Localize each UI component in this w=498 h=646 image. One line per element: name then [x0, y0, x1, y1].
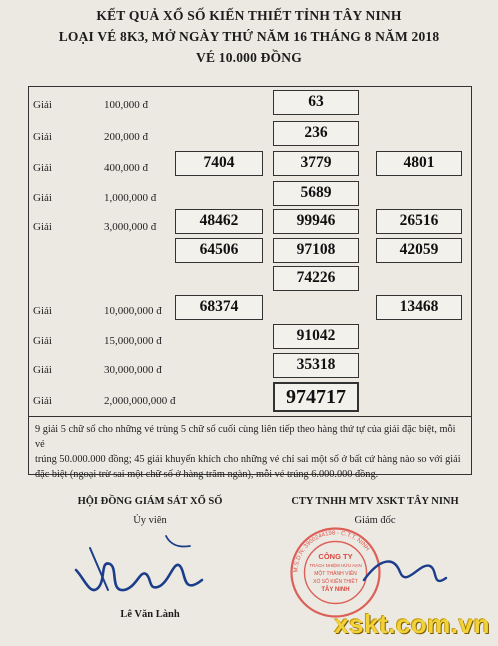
- prize-note: [28, 417, 472, 480]
- prize-amount: 100,000 đ: [104, 99, 148, 111]
- winning-number: 74226: [273, 266, 359, 291]
- winning-number: 91042: [273, 324, 359, 349]
- note-line-1: 9 giải 5 chữ số cho những vé trùng 5 chữ số cuối cùng liên tiếp theo hàng thứ tự của giải đặc biệt, mỗi vé: [35, 424, 456, 450]
- winning-number: 5689: [273, 181, 359, 206]
- prize-amount: 200,000 đ: [104, 131, 148, 143]
- prize-label: Giải: [33, 162, 52, 174]
- seal-line: TÂY NINH: [321, 587, 350, 593]
- note-line-2: trúng 50.000.000 đồng; 45 giải khuyến khích cho những vé chỉ sai một số ở bất cứ hàng nào so với giải: [35, 454, 461, 465]
- winning-number: 13468: [376, 295, 462, 320]
- winning-number: 68374: [175, 295, 263, 320]
- winning-number: 4801: [376, 151, 462, 176]
- winning-number: 63: [273, 90, 359, 115]
- prize-label: Giải: [33, 364, 52, 376]
- left-handwritten-signature: [70, 530, 210, 610]
- prize-label: Giải: [33, 99, 52, 111]
- prize-amount: 3,000,000 đ: [104, 221, 157, 233]
- prize-label: Giải: [33, 131, 52, 143]
- winning-number: 64506: [175, 238, 263, 263]
- prize-label: Giải: [33, 335, 52, 347]
- left-signatory-org: HỘI ĐỒNG GIÁM SÁT XỔ SỐ: [77, 496, 223, 507]
- title-line-2: LOẠI VÉ 8K3, MỞ NGÀY THỨ NĂM 16 THÁNG 8 NĂM 2018: [58, 29, 440, 44]
- winning-number: 7404: [175, 151, 263, 176]
- prize-amount: 2,000,000,000 đ: [104, 395, 176, 407]
- winning-number: 99946: [273, 209, 359, 234]
- seal-line: MỘT THÀNH VIÊN: [314, 571, 357, 577]
- left-signatory-role: Ủy viên: [133, 515, 167, 526]
- watermark-logo: xskt.com.vn: [334, 609, 490, 639]
- title-line-1: KẾT QUẢ XỔ SỐ KIẾN THIẾT TỈNH TÂY NINH: [96, 8, 402, 23]
- seal-line: CÔNG TY: [318, 552, 353, 561]
- prize-label: Giải: [33, 192, 52, 204]
- prize-amount: 30,000,000 đ: [104, 364, 162, 376]
- prize-amount: 1,000,000 đ: [104, 192, 157, 204]
- left-signatory-name: Lê Văn Lành: [120, 609, 180, 620]
- prize-amount: 15,000,000 đ: [104, 335, 162, 347]
- prize-amount: 10,000,000 đ: [104, 305, 162, 317]
- prize-label: Giải: [33, 305, 52, 317]
- right-signatory-org: CTY TNHH MTV XSKT TÂY NINH: [291, 496, 459, 507]
- prize-label: Giải: [33, 395, 52, 407]
- prize-label: Giải: [33, 221, 52, 233]
- winning-number: 97108: [273, 238, 359, 263]
- winning-number: 26516: [376, 209, 462, 234]
- seal-line: XỔ SỐ KIẾN THIẾT: [313, 579, 358, 585]
- winning-number: 35318: [273, 353, 359, 378]
- title-line-3: VÉ 10.000 ĐỒNG: [196, 50, 302, 65]
- results-table: [28, 86, 472, 417]
- seal-line: TRÁCH NHIỆM HỮU HẠN: [309, 563, 362, 568]
- right-handwritten-signature: [360, 548, 450, 603]
- right-signatory-role: Giám đốc: [354, 515, 396, 526]
- winning-number: 3779: [273, 151, 359, 176]
- seal-ring-text: M.S.D.N: 3900244198 - C.T.T. NINH: [293, 530, 371, 573]
- winning-number: 48462: [175, 209, 263, 234]
- special-prize-number: 974717: [273, 382, 359, 412]
- winning-number: 236: [273, 121, 359, 146]
- note-line-3: đặc biệt (ngoại trừ sai một chữ số ở hàng trăm ngàn), mỗi vé trúng 6.000.000 đồng.: [35, 469, 379, 480]
- winning-number: 42059: [376, 238, 462, 263]
- prize-amount: 400,000 đ: [104, 162, 148, 174]
